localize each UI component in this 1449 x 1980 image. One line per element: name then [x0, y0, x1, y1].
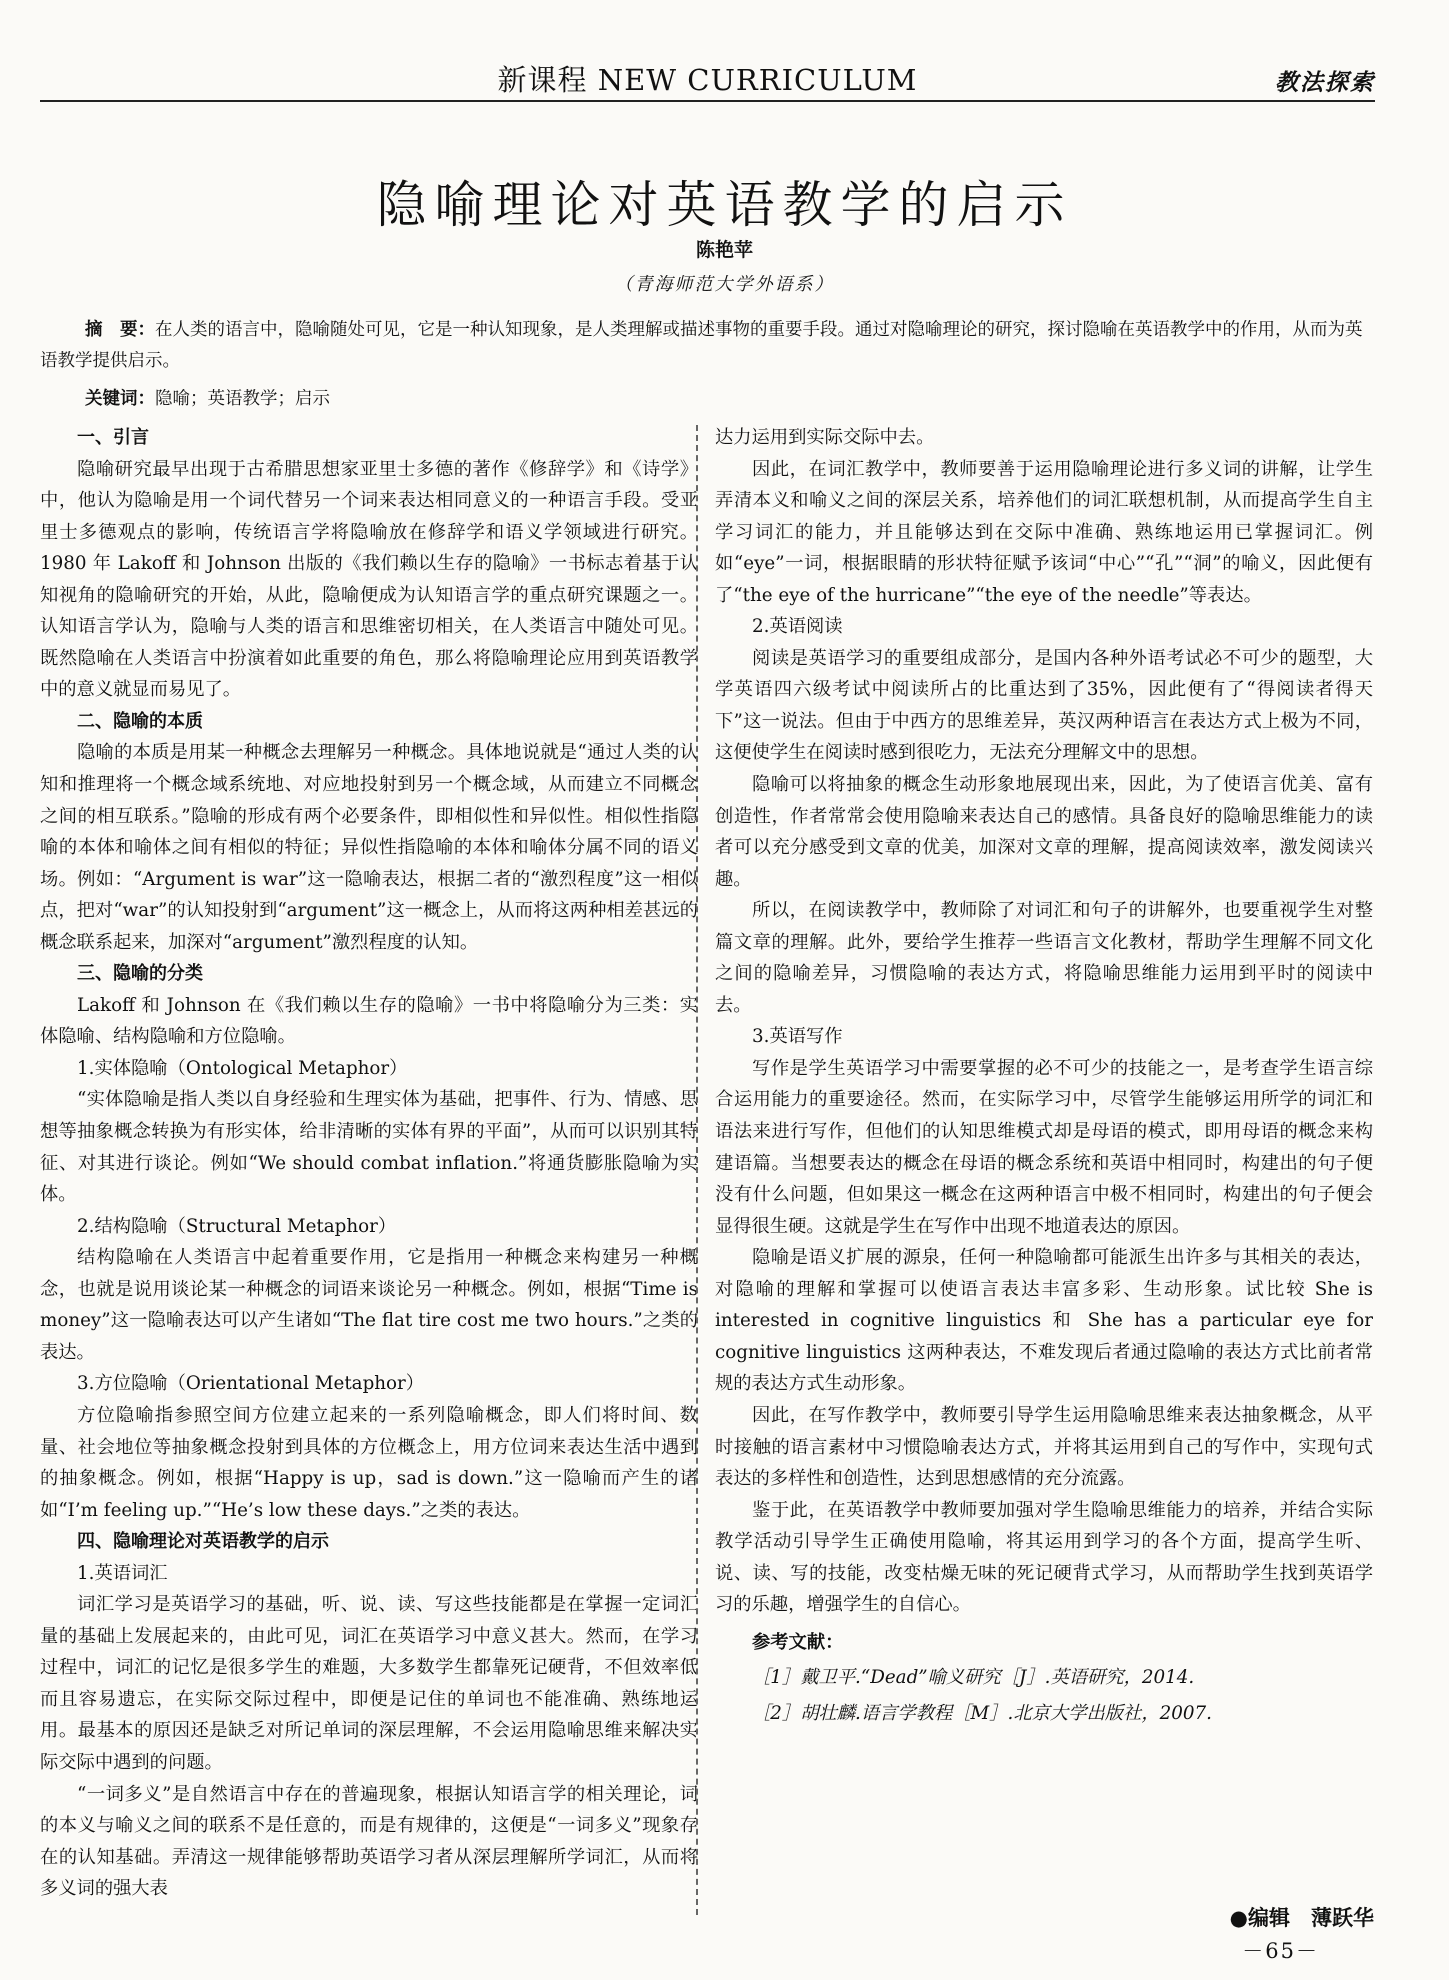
column-divider	[696, 425, 698, 1915]
article-title: 隐喻理论对英语教学的启示	[376, 176, 1073, 234]
references-heading: 参考文献：	[752, 1631, 844, 1653]
keywords	[85, 385, 330, 410]
paragraph: 词汇学习是英语学习的基础，听、说、读、写这些技能都是在掌握一定词汇量的基础上发展起来的，由此可见，词汇在英语学习中意义甚大。然而，在学习过程中，词汇的记忆是很多学生的难题，大多数学生都靠死记硬背，不但效率低而且容易遗忘，在实际交际过程中，即便是记住的单词也不能准确、熟练地运用。最基本的原因还是缺乏对所记单词的深层理解，不会运用隐喻思维来解决实际交际中遇到的问题。	[40, 1594, 698, 1773]
right-column	[715, 422, 1373, 1729]
paragraph: 隐喻的本质是用某一种概念去理解另一种概念。具体地说就是“通过人类的认知和推理将一个概念域系统地、对应地投射到另一个概念域，从而建立不同概念之间的相互联系。”隐喻的形成有两个必要条件，即相似性和异似性。相似性指隐喻的本体和喻体之间有相似的特征；异似性指隐喻的本体和喻体分属不同的语义场。例如：“Argument is war”这一隐喻表达，根据二者的“激烈程度”这一相似点，把对“war”的认知投射到“argument”这一概念上，从而将这两种相差甚远的概念联系起来，加深对“argument”激烈程度的认知。	[40, 742, 698, 953]
page-number: －65－	[1242, 1939, 1319, 1963]
paragraph: 隐喻研究最早出现于古希腊思想家亚里士多德的著作《修辞学》和《诗学》中，他认为隐喻是用一个词代替另一个词来表达相同意义的一种语言手段。受亚里士多德观点的影响，传统语言学将隐喻放在修辞学和语义学领域进行研究。1980 年 Lakoff 和 Johnson 出版的《我们赖以生存的隐喻》一书标志着基于认知视角的隐喻研究的开始，从此，隐喻便成为认知语言学的重点研究课题之一。认知语言学认为，隐喻与人类的语言和思维密切相关，在人类语言中随处可见。既然隐喻在人类语言中扮演着如此重要的角色，那么将隐喻理论应用到英语教学中的意义就显而易见了。	[40, 458, 698, 701]
subsection-heading: 3.方位隐喻（Orientational Metaphor）	[77, 1373, 425, 1395]
header-rule	[40, 100, 1375, 102]
paragraph: 达力运用到实际交际中去。	[715, 427, 935, 448]
subsection-heading: 2.英语阅读	[752, 616, 843, 638]
abstract-label: 摘 要：	[85, 320, 155, 340]
paragraph: 因此，在写作教学中，教师要引导学生运用隐喻思维来表达抽象概念，从平时接触的语言素材中习惯隐喻表达方式，并将其运用到自己的写作中，实现句式表达的多样性和创造性，达到思想感情的充分流露。	[715, 1404, 1373, 1490]
paragraph: 隐喻可以将抽象的概念生动形象地展现出来，因此，为了使语言优美、富有创造性，作者常常会使用隐喻来表达自己的感情。具备良好的隐喻思维能力的读者可以充分感受到文章的优美，加深对文章的理解，提高阅读效率，激发阅读兴趣。	[715, 774, 1373, 890]
section-heading: 二、隐喻的本质	[77, 710, 203, 732]
keywords-label: 关键词：	[85, 389, 155, 409]
paragraph: 因此，在词汇教学中，教师要善于运用隐喻理论进行多义词的讲解，让学生弄清本义和喻义之间的深层关系，培养他们的词汇联想机制，从而提高学生自主学习词汇的能力，并且能够达到在交际中准确、熟练地运用已掌握词汇。例如“eye”一词，根据眼睛的形状特征赋予该词“中心”“孔”“洞”的喻义，因此便有了“the eye of the hurricane”“the eye of the needle”等表达。	[715, 458, 1373, 606]
subsection-heading: 3.英语写作	[752, 1026, 843, 1048]
paragraph: 隐喻是语义扩展的源泉，任何一种隐喻都可能派生出许多与其相关的表达，对隐喻的理解和掌握可以使语言表达丰富多彩、生动形象。试比较 She is interested in cognitive linguistics 和 She has a particular eye for cognitive linguistics 这两种表达，不难发现后者通过隐喻的表达方式比前者常规的表达方式生动形象。	[715, 1247, 1373, 1395]
affiliation: （青海师范大学外语系）	[614, 274, 835, 295]
paragraph: Lakoff 和 Johnson 在《我们赖以生存的隐喻》一书中将隐喻分为三类：实体隐喻、结构隐喻和方位隐喻。	[40, 994, 698, 1048]
section-heading: 三、隐喻的分类	[77, 963, 203, 985]
subsection-heading: 2.结构隐喻（Structural Metaphor）	[77, 1215, 397, 1237]
paragraph: 写作是学生英语学习中需要掌握的必不可少的技能之一，是考查学生语言综合运用能力的重要途径。然而，在实际学习中，尽管学生能够运用所学的词汇和语法来进行写作，但他们的认知思维模式却是母语的模式，即用母语的概念来构建语篇。当想要表达的概念在母语的概念系统和英语中相同时，构建出的句子便没有什么问题，但如果这一概念在这两种语言中极不相同时，构建出的句子便会显得很生硬。这就是学生在写作中出现不地道表达的原因。	[715, 1057, 1373, 1237]
subsection-heading: 1.英语词汇	[77, 1562, 168, 1584]
section-heading: 一、引言	[77, 427, 149, 448]
paragraph: 方位隐喻指参照空间方位建立起来的一系列隐喻概念，即人们将时间、数量、社会地位等抽象概念投射到具体的方位概念上，用方位词来表达生活中遇到的抽象概念。例如，根据“Happy is up，sad is down.”这一隐喻而产生的诸如“I’m feeling up.”“He’s low these days.”之类的表达。	[40, 1404, 698, 1521]
paragraph: 所以，在阅读教学中，教师除了对词汇和句子的讲解外，也要重视学生对整篇文章的理解。此外，要给学生推荐一些语言文化教材，帮助学生理解不同文化之间的隐喻差异，习惯隐喻的表达方式，将隐喻思维能力运用到平时的阅读中去。	[715, 900, 1373, 1016]
paragraph: 阅读是英语学习的重要组成部分，是国内各种外语考试必不可少的题型，大学英语四六级考试中阅读所占的比重达到了35%，因此便有了“得阅读者得天下”这一说法。但由于中西方的思维差异，英汉两种语言在表达方式上极为不同，这便使学生在阅读时感到很吃力，无法充分理解文中的思想。	[715, 647, 1373, 764]
paragraph: “实体隐喻是指人类以自身经验和生理实体为基础，把事件、行为、情感、思想等抽象概念转换为有形实体，给非清晰的实体有界的平面”，从而可以识别其特征、对其进行谈论。例如“We should combat inflation.”将通货膨胀隐喻为实体。	[40, 1089, 698, 1206]
subsection-heading: 1.实体隐喻（Ontological Metaphor）	[77, 1057, 408, 1079]
abstract-text: 在人类的语言中，隐喻随处可见，它是一种认知现象，是人类理解或描述事物的重要手段。通过对隐喻理论的研究，探讨隐喻在英语教学中的作用，从而为英语教学提供启示。	[40, 320, 1363, 371]
running-header	[40, 58, 1375, 98]
keywords-text: 隐喻；英语教学；启示	[155, 389, 330, 409]
reference-item: ［2］胡壮麟.语言学教程［M］.北京大学出版社，2007.	[752, 1702, 1212, 1724]
abstract	[40, 315, 1375, 377]
left-column	[40, 422, 698, 1905]
editor-credit: ●编辑 薄跃华	[1229, 1905, 1374, 1930]
journal-name: 新课程 NEW CURRICULUM	[497, 63, 918, 97]
reference-item: ［1］戴卫平.“Dead”喻义研究［J］.英语研究，2014.	[752, 1667, 1195, 1689]
paragraph: 鉴于此，在英语教学中教师要加强对学生隐喻思维能力的培养，并结合实际教学活动引导学生正确使用隐喻，将其运用到学习的各个方面，提高学生听、说、读、写的技能，改变枯燥无味的死记硬背式学习，从而帮助学生找到英语学习的乐趣，增强学生的自信心。	[715, 1499, 1373, 1616]
paragraph: “一词多义”是自然语言中存在的普遍现象，根据认知语言学的相关理论，词的本义与喻义之间的联系不是任意的，而是有规律的，这便是“一词多义”现象存在的认知基础。弄清这一规律能够帮助英语学习者从深层理解所学词汇，从而将多义词的强大表	[40, 1783, 698, 1900]
paragraph: 结构隐喻在人类语言中起着重要作用，它是指用一种概念来构建另一种概念，也就是说用谈论某一种概念的词语来谈论另一种概念。例如，根据“Time is money”这一隐喻表达可以产生诸如“The flat tire cost me two hours.”之类的表达。	[40, 1247, 698, 1363]
author: 陈艳苹	[695, 239, 753, 261]
column-name: 教法探索	[1275, 69, 1375, 96]
section-heading: 四、隐喻理论对英语教学的启示	[77, 1531, 329, 1553]
